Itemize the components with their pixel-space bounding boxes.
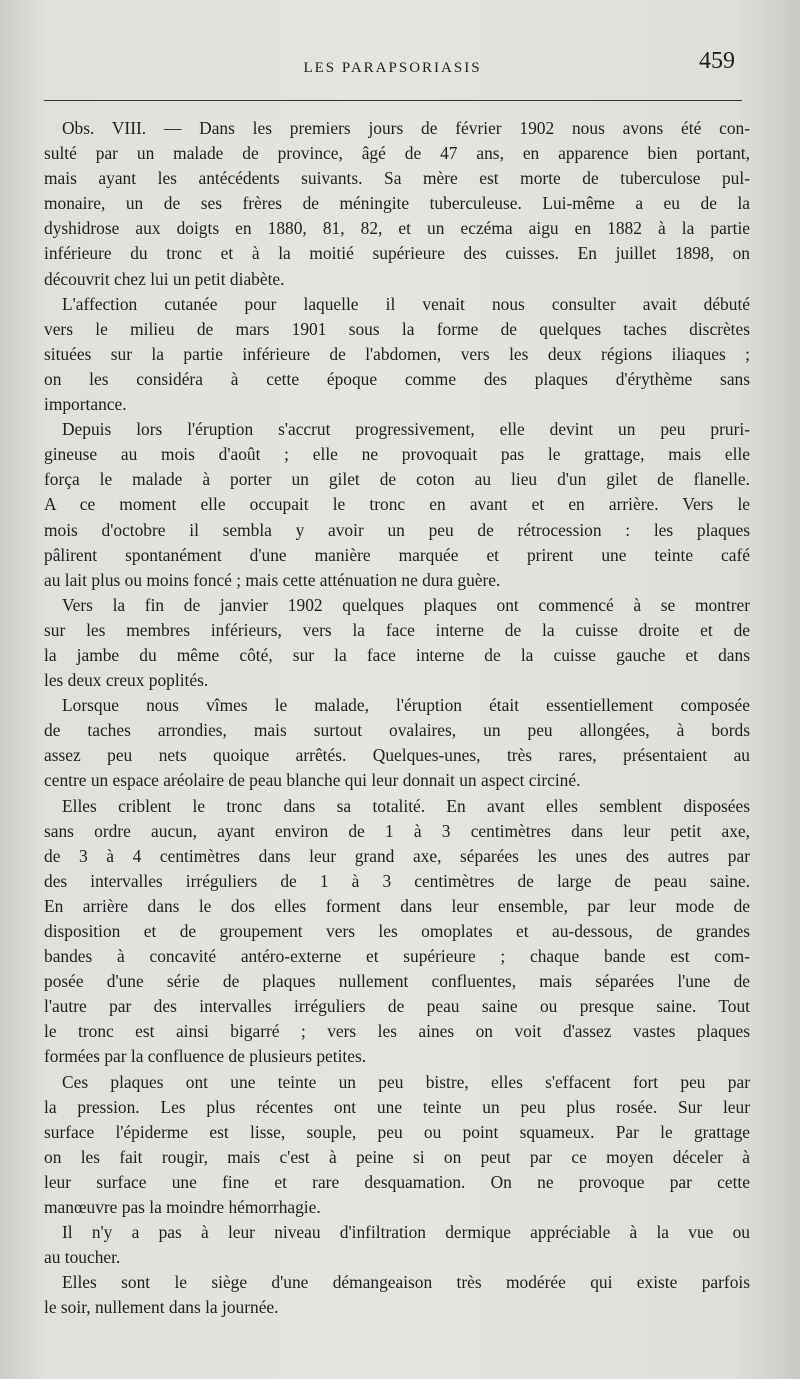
body-text: [44, 116, 750, 1321]
text-line: centre un espace aréolaire de peau blanche qui leur donnait un aspect circiné.: [44, 770, 581, 791]
text-line: Il n'y a pas à leur niveau d'infiltration dermique appréciable à la vue ou: [62, 1222, 750, 1243]
paragraph: [44, 292, 750, 417]
text-line: monaire, un de ses frères de méningite tuberculeuse. Lui-même a eu de la: [44, 193, 750, 214]
text-line: Depuis lors l'éruption s'accrut progressivement, elle devint un peu pruri-: [62, 419, 750, 440]
text-line: Obs. VIII. — Dans les premiers jours de février 1902 nous avons été con-: [62, 118, 750, 138]
paragraph: [44, 794, 750, 1070]
text-line: força le malade à porter un gilet de coton au lieu d'un gilet de flanelle.: [44, 469, 750, 490]
text-line: de 3 à 4 centimètres dans leur grand axe, séparées les unes des autres par: [44, 845, 750, 866]
text-line: situées sur la partie inférieure de l'abdomen, vers les deux régions iliaques ;: [44, 343, 750, 364]
text-line: sur les membres inférieurs, vers la face interne de la cuisse droite et de: [44, 619, 750, 640]
text-line: L'affection cutanée pour laquelle il venait nous consulter avait débuté: [62, 293, 750, 314]
paragraph: [44, 116, 750, 292]
text-line: on les considéra à cette époque comme des plaques d'érythème sans: [44, 368, 750, 389]
text-line: pâlirent spontanément d'une manière marquée et prirent une teinte café: [44, 544, 750, 565]
text-line: mais ayant les antécédents suivants. Sa mère est morte de tuberculose pul-: [44, 168, 750, 189]
paragraph: [44, 1070, 750, 1221]
text-line: mois d'octobre il sembla y avoir un peu de rétrocession : les plaques: [44, 519, 750, 540]
text-line: vers le milieu de mars 1901 sous la forme de quelques taches discrètes: [44, 318, 750, 339]
text-line: leur surface une fine et rare desquamation. On ne provoque par cette: [44, 1171, 750, 1192]
header-rule: [44, 100, 742, 101]
page-number: 459: [699, 48, 735, 74]
text-line: En arrière dans le dos elles forment dans leur ensemble, par leur mode de: [44, 895, 750, 916]
text-line: le tronc est ainsi bigarré ; vers les aines on voit d'assez vastes plaques: [44, 1021, 750, 1042]
text-line: la jambe du même côté, sur la face interne de la cuisse gauche et dans: [44, 644, 750, 665]
text-line: sulté par un malade de province, âgé de 47 ans, en apparence bien portant,: [44, 143, 750, 164]
text-line: des intervalles irréguliers de 1 à 3 centimètres de large de peau saine.: [44, 870, 750, 891]
text-line: le soir, nullement dans la journée.: [44, 1297, 279, 1318]
text-line: Elles sont le siège d'une démangeaison très modérée qui existe parfois: [62, 1272, 750, 1293]
text-line: Vers la fin de janvier 1902 quelques plaques ont commencé à se montrer: [62, 594, 750, 615]
text-line: au toucher.: [44, 1247, 121, 1268]
text-line: bandes à concavité antéro-externe et supérieure ; chaque bande est com-: [44, 946, 750, 967]
text-line: l'autre par des intervalles irréguliers de peau saine ou presque saine. Tout: [44, 996, 750, 1017]
text-line: les deux creux poplités.: [44, 670, 209, 691]
text-line: assez peu nets quoique arrêtés. Quelques-unes, très rares, présentaient au: [44, 745, 750, 766]
text-line: importance.: [44, 394, 127, 415]
paragraph: [44, 1220, 750, 1270]
text-line: formées par la confluence de plusieurs petites.: [44, 1046, 367, 1067]
text-line: posée d'une série de plaques nullement confluentes, mais séparées l'une de: [44, 971, 750, 992]
text-line: de taches arrondies, mais surtout ovalaires, un peu allongées, à bords: [44, 720, 750, 741]
text-line: dyshidrose aux doigts en 1880, 81, 82, et un eczéma aigu en 1882 à la partie: [44, 218, 750, 239]
text-line: découvrit chez lui un petit diabète.: [44, 268, 285, 289]
text-line: manœuvre pas la moindre hémorrhagie.: [44, 1197, 321, 1218]
text-line: au lait plus ou moins foncé ; mais cette atténuation ne dura guère.: [44, 569, 501, 590]
text-line: disposition et de groupement vers les omoplates et au-dessous, de grandes: [44, 921, 750, 941]
text-line: surface l'épiderme est lisse, souple, peu ou point squameux. Par le grattage: [44, 1121, 750, 1142]
paragraph: [44, 417, 750, 593]
paragraph: [44, 1270, 750, 1320]
text-line: A ce moment elle occupait le tronc en avant et en arrière. Vers le: [44, 494, 750, 515]
paragraph: [44, 693, 750, 793]
text-line: Elles criblent le tronc dans sa totalité. En avant elles semblent disposées: [62, 795, 750, 816]
text-line: Ces plaques ont une teinte un peu bistre, elles s'effacent fort peu par: [62, 1071, 750, 1092]
text-line: gineuse au mois d'août ; elle ne provoquait pas le grattage, mais elle: [44, 444, 750, 465]
running-title: LES PARAPSORIASIS: [303, 60, 482, 76]
text-line: la pression. Les plus récentes ont une teinte un peu plus rosée. Sur leur: [44, 1096, 750, 1117]
text-line: inférieure du tronc et à la moitié supérieure des cuisses. En juillet 1898, on: [44, 243, 750, 264]
page-header: [40, 44, 745, 88]
text-line: on les fait rougir, mais c'est à peine si on peut par ce moyen déceler à: [44, 1146, 750, 1167]
text-line: sans ordre aucun, ayant environ de 1 à 3 centimètres dans leur petit axe,: [44, 820, 750, 841]
paragraph: [44, 593, 750, 693]
text-line: Lorsque nous vîmes le malade, l'éruption était essentiellement composée: [62, 695, 750, 716]
